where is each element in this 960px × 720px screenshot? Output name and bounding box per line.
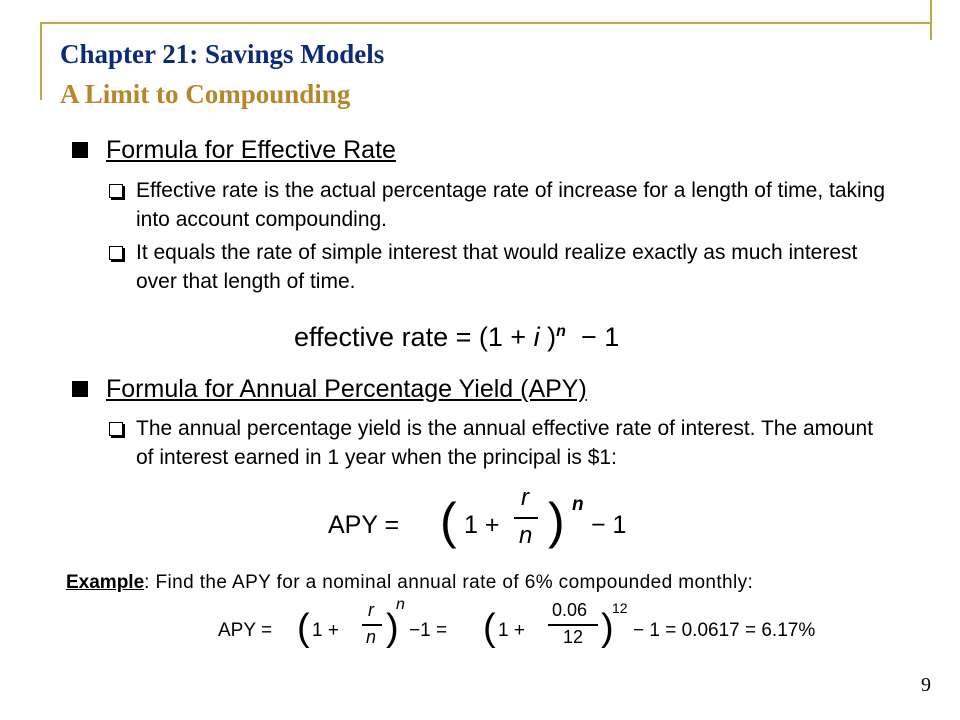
apy-formula-lhs: APY = (328, 511, 400, 539)
checkbox-bullet-icon (109, 184, 123, 198)
apy-numerator-r: r (521, 484, 529, 511)
example-open-paren-2: ( (483, 607, 496, 649)
square-bullet-icon (72, 381, 88, 397)
example-denominator-months: 12 (563, 627, 584, 647)
apy-close-paren: ) (548, 493, 565, 549)
simple-interest-equivalence: It equals the rate of simple interest that would realize exactly as much interest over that length of time. (136, 241, 858, 293)
square-bullet-icon (72, 142, 88, 158)
slide-subtitle: A Limit to Compounding (60, 79, 351, 109)
example-one-plus-1: 1 + (312, 620, 339, 641)
example-close-paren-2: ) (601, 607, 614, 649)
frame-left-line (40, 22, 42, 100)
apy-fraction-bar (514, 517, 538, 519)
example-denominator-n: n (366, 627, 377, 647)
checkbox-bullet-icon (109, 246, 123, 260)
formula-exponent-n: n (556, 323, 566, 340)
example-exponent-n: n (396, 596, 405, 613)
example-apy-label: APY = (218, 620, 273, 641)
example-line (66, 572, 753, 594)
example-label: Example (66, 572, 145, 593)
formula-close-paren: ) (539, 322, 557, 352)
section-heading-effective-rate: Formula for Effective Rate (106, 136, 396, 164)
frame-right-line (930, 0, 932, 40)
slide-title: Chapter 21: Savings Models (60, 39, 385, 69)
frame-top-line (40, 22, 932, 24)
example-fraction-bar-2 (548, 624, 598, 626)
formula-lhs: effective rate = (1 + (294, 322, 534, 352)
example-one-plus-2: 1 + (498, 620, 525, 641)
example-fraction-bar-1 (362, 624, 382, 626)
example-numerator-r: r (368, 600, 374, 620)
apy-one-plus: 1 + (464, 511, 500, 539)
checkbox-bullet-icon (109, 422, 123, 436)
effective-rate-definition: Effective rate is the actual percentage rate of increase for a length of time, taking into account compounding. (136, 179, 886, 231)
example-close-paren-1: ) (386, 607, 399, 649)
example-minus-equals: −1 = (409, 620, 448, 641)
example-result: − 1 = 0.0617 = 6.17% (633, 620, 816, 641)
apy-open-paren: ( (440, 493, 457, 549)
example-numerator-rate: 0.06 (552, 600, 588, 620)
example-text: : Find the APY for a nominal annual rate of 6% compounded monthly: (144, 572, 754, 593)
apy-definition: The annual percentage yield is the annual effective rate of interest. The amount of interest earned in 1 year when the principal is $1: (136, 417, 874, 469)
apy-formula-tail: − 1 (591, 511, 627, 539)
example-open-paren-1: ( (297, 607, 310, 649)
effective-rate-formula (294, 316, 619, 353)
page-number: 9 (921, 674, 931, 696)
section-heading-apy: Formula for Annual Percentage Yield (APY) (106, 375, 587, 403)
formula-variable-i: i (533, 322, 540, 352)
formula-tail: − 1 (580, 322, 620, 352)
apy-denominator-n: n (519, 522, 533, 549)
apy-exponent-n: n (572, 494, 584, 515)
example-exponent-12: 12 (612, 600, 628, 616)
